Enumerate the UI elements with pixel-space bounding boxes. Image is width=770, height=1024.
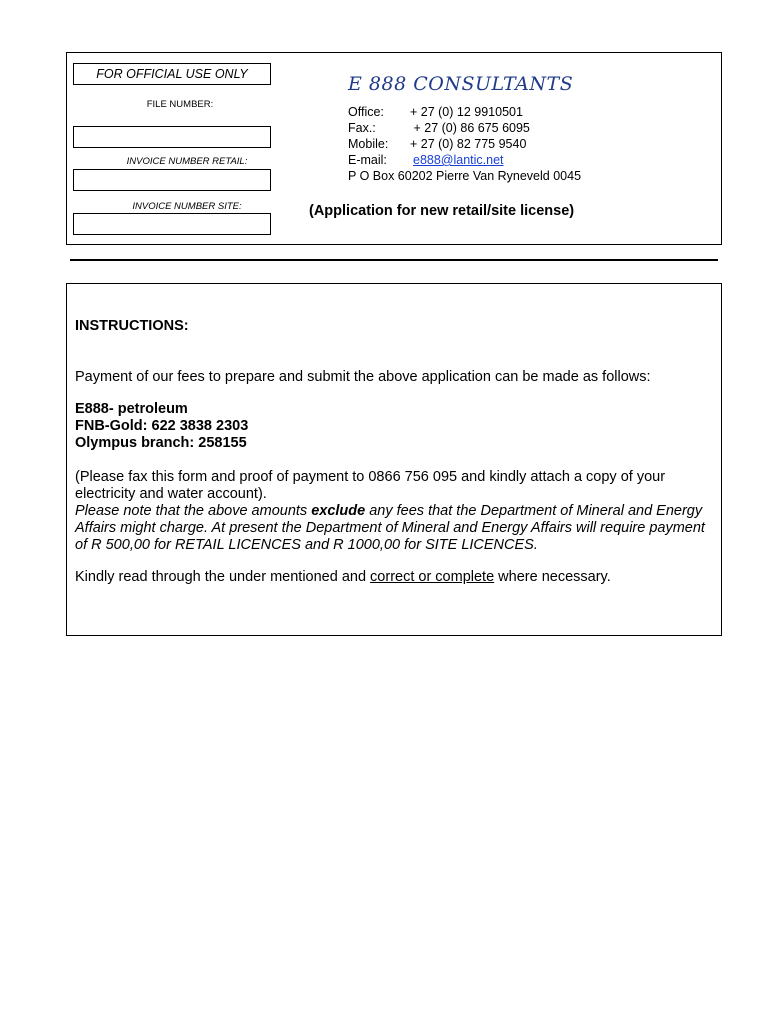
read-instruction bbox=[75, 569, 715, 586]
contact-value: + 27 (0) 86 675 6095 bbox=[410, 121, 530, 135]
contact-office bbox=[348, 104, 581, 120]
contact-mobile bbox=[348, 136, 581, 152]
contact-email bbox=[348, 152, 581, 168]
divider-line bbox=[70, 259, 718, 261]
contact-key: Office: bbox=[348, 105, 384, 119]
instructions-box bbox=[66, 283, 722, 636]
contact-value: + 27 (0) 82 775 9540 bbox=[410, 137, 527, 151]
contact-key: Fax.: bbox=[348, 121, 376, 135]
contact-fax bbox=[348, 120, 581, 136]
note-part1: Please note that the above amounts bbox=[75, 503, 312, 519]
header-box bbox=[66, 52, 722, 245]
contact-value: + 27 (0) 12 9910501 bbox=[410, 105, 523, 119]
instructions-heading: INSTRUCTIONS: bbox=[75, 318, 189, 334]
company-name: E 888 CONSULTANTS bbox=[348, 73, 574, 95]
application-title: (Application for new retail/site license) bbox=[309, 203, 575, 219]
payment-intro: Payment of our fees to prepare and submit the above application can be made as follows: bbox=[75, 369, 651, 385]
read-part2: where necessary. bbox=[494, 569, 611, 585]
invoice-retail-label: INVOICE NUMBER RETAIL: bbox=[126, 156, 248, 167]
invoice-retail-field[interactable] bbox=[73, 169, 271, 191]
bank-details bbox=[75, 401, 715, 452]
contact-details bbox=[348, 104, 581, 184]
file-number-label: FILE NUMBER: bbox=[146, 99, 214, 110]
instructions-content bbox=[75, 318, 715, 601]
read-part1: Kindly read through the under mentioned and bbox=[75, 569, 371, 585]
bank-account: FNB-Gold: 622 3838 2303 bbox=[75, 418, 249, 434]
note-bold: exclude bbox=[311, 503, 366, 519]
bank-branch: Olympus branch: 258155 bbox=[75, 435, 247, 451]
fax-note: (Please fax this form and proof of payment to 0866 756 095 and kindly attach a copy of your electricity and water account). bbox=[75, 469, 666, 502]
read-underlined: correct or complete bbox=[370, 569, 495, 585]
invoice-site-field[interactable] bbox=[73, 213, 271, 235]
fees-note bbox=[75, 469, 715, 554]
note-part2: any fees that the Department of Mineral and Energy Affairs might charge. At present the Department of Mineral and Energy Affairs will require payment of R 500,00 for RETAIL LICENCES and R 1000,00 for SITE LICENCES. bbox=[75, 503, 705, 553]
email-link[interactable]: e888@lantic.net bbox=[413, 153, 504, 167]
po-box-address: P O Box 60202 Pierre Van Ryneveld 0045 bbox=[348, 169, 582, 183]
official-use-label: FOR OFFICIAL USE ONLY bbox=[73, 63, 271, 85]
bank-name: E888- petroleum bbox=[75, 401, 188, 417]
contact-key: E-mail: bbox=[348, 153, 387, 167]
invoice-site-label: INVOICE NUMBER SITE: bbox=[132, 201, 242, 212]
contact-key: Mobile: bbox=[348, 137, 389, 151]
file-number-field[interactable] bbox=[73, 126, 271, 148]
